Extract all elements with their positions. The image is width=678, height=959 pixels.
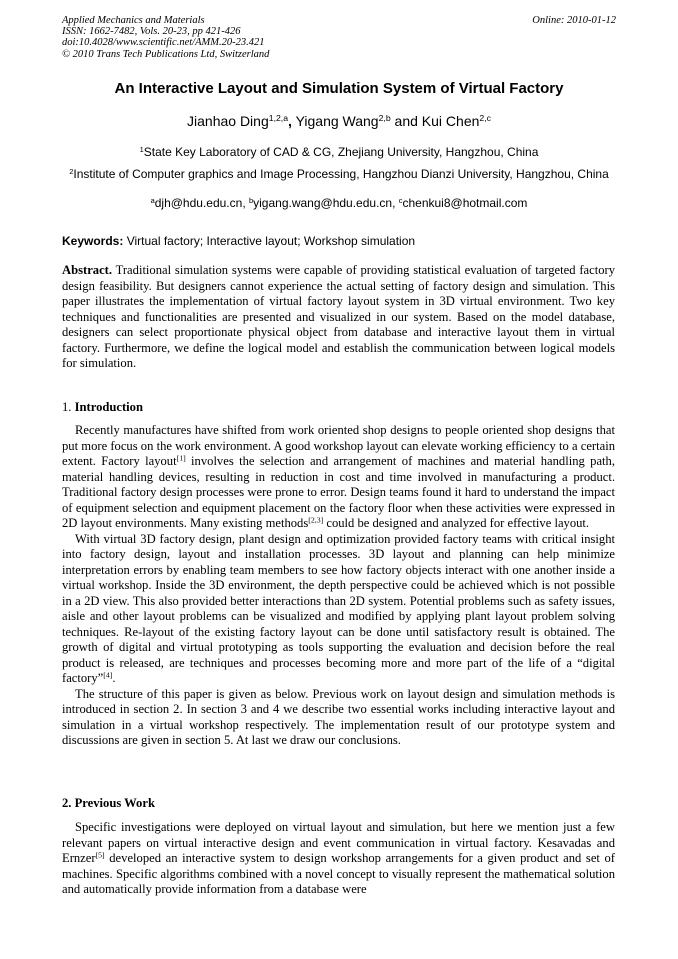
author-separator: and xyxy=(390,113,422,129)
email-list: $^a$djh@hdu.edu.cn, $^b$yigang.wang@hdu.edu.cn, $^c$chenkui8@hotmail.com xyxy=(150,195,528,210)
section-heading-previous-work xyxy=(62,796,155,811)
affiliation-2 xyxy=(62,167,616,181)
paragraph-text: Specific investigations were deployed on virtual layout and simulation, but here we mention just a few relevant papers on virtual interactive design and event communication in virtual factory. Kesavadas and Ernzer xyxy=(62,820,615,865)
online-date: Online: 2010-01-12 xyxy=(532,15,616,26)
keywords-label: Keywords: xyxy=(62,234,124,248)
email-address[interactable]: djh@hdu.edu.cn xyxy=(154,196,243,210)
section-title: 2. Previous Work xyxy=(62,796,155,810)
abstract-paragraph xyxy=(62,263,615,372)
author-name: Jianhao Ding xyxy=(187,113,269,129)
email-superscript: b xyxy=(249,195,254,205)
introduction-body xyxy=(62,423,615,749)
citation: [2,3] xyxy=(308,515,324,525)
body-paragraph: The structure of this paper is given as below. Previous work on layout design and simulation methods is introduced in section 2. In section 3 and 4 we describe two essential works including interactive layout and simulation in a virtual workshop respectively. The implementation result of our prototype system and discussions are given in section 5. At last we draw our conclusions. xyxy=(62,686,615,747)
issn-line: ISSN: 1662-7482, Vols. 20-23, pp 421-426 xyxy=(62,26,241,38)
email-address[interactable]: yigang.wang@hdu.edu.cn xyxy=(253,196,393,210)
body-paragraph xyxy=(62,820,615,898)
author-separator: , xyxy=(288,113,292,129)
section-title: Introduction xyxy=(74,400,143,414)
paragraph-text: . xyxy=(112,671,116,685)
abstract-text: Traditional simulation systems were capable of providing statistical evaluation of targeted factory design feasibility. But designers cannot experience the actual setting of factory design and simulation. This paper illustrates the implementation of virtual factory layout system in 3D virtual environment. Two key techniques and functionalities are presented and visualized in our system. Based on the model database, designers can select proportionate physical object from database and interactive layout them in virtual factory. Furthermore, we define the logical model and establish the communication between logical models for simulation. xyxy=(62,263,615,370)
paragraph-text: involves the selection and arrangement of machines and material handling path, material handling devices, resulting in reduction in cost and time involved in manufacturing a product. Traditional factory design processes were prone to error. Design teams found it hard to understand the impact of equipment selection and equipment placement on the factory floor when these activities were expressed in 2D layout environments. Many existing methods xyxy=(62,454,615,530)
body-paragraph xyxy=(62,532,615,687)
paragraph-text: could be designed and analyzed for effective layout. xyxy=(323,516,590,530)
abstract xyxy=(62,263,615,372)
doi-line: doi:10.4028/www.scientific.net/AMM.20-23.421 xyxy=(62,37,265,49)
author-name: Yigang Wang xyxy=(295,113,379,129)
affiliation-text: State Key Laboratory of CAD & CG, Zhejiang University, Hangzhou, China xyxy=(143,145,539,159)
citation: [5] xyxy=(95,850,105,860)
affiliation-superscript: 2 xyxy=(69,166,74,176)
affiliation-1 xyxy=(62,145,616,159)
paper-title: An Interactive Layout and Simulation System of Virtual Factory xyxy=(114,80,564,97)
affiliation-text: Institute of Computer graphics and Image Processing, Hangzhou Dianzi University, Hangzhou, China xyxy=(73,167,609,181)
citation: [1] xyxy=(176,453,186,463)
author-name: Kui Chen xyxy=(421,113,480,129)
journal-name: Applied Mechanics and Materials xyxy=(62,15,205,26)
paragraph-text: Recently manufactures have shifted from work oriented shop designs to people oriented shop designs that put more focus on the work environment. A good workshop layout can elevate working efficiency to a certain extent. Factory layout xyxy=(62,423,615,468)
body-paragraph xyxy=(62,423,615,532)
copyright-line: © 2010 Trans Tech Publications Ltd, Switzerland xyxy=(62,48,270,60)
email-superscript: a xyxy=(150,195,155,205)
section-heading-introduction xyxy=(62,400,143,415)
author-superscript: 2,b xyxy=(378,113,391,124)
email-superscript: c xyxy=(398,195,403,205)
journal-header xyxy=(62,15,616,60)
affiliation-superscript: 1 xyxy=(139,144,144,154)
paragraph-text: developed an interactive system to design workshop arrangements for a given product and set of machines. Specific algorithms combined with a novel concept to visually represent the mathematical solution and automatically provide information from a database were xyxy=(62,851,615,896)
paragraph-text: With virtual 3D factory design, plant design and optimization provided factory teams with critical insight into factory design, layout and installation processes. 3D layout and planning can help minimize interpretation errors by enabling team members to see how factory objects interact with one another inside a virtual workshop. Inside the 3D environment, the depth perspective could be achieved which is not possible in a 2D view. This also provided better interactions than 2D system. Potential problems such as safety issues, aisle and other layout problems can be visualized and modified by applying plant layout problem solving techniques. Re-layout of the existing factory layout can be done until satisfactory result is obtained. The growth of digital and virtual prototyping as tools supporting the evaluation and decision before the real product is released, are techniques and processes becoming more and more part of the life of a “digital factory” xyxy=(62,531,615,685)
author-list xyxy=(62,113,616,129)
abstract-label: Abstract. xyxy=(62,263,113,277)
email-address[interactable]: chenkui8@hotmail.com xyxy=(402,196,528,210)
section-number: 1. xyxy=(62,400,72,414)
keywords-text: Virtual factory; Interactive layout; Workshop simulation xyxy=(126,234,416,248)
author-superscript: 1,2,a xyxy=(268,113,289,124)
author-superscript: 2,c xyxy=(479,113,491,124)
previous-work-body xyxy=(62,820,615,898)
keywords xyxy=(62,234,616,248)
citation: [4] xyxy=(103,670,113,680)
